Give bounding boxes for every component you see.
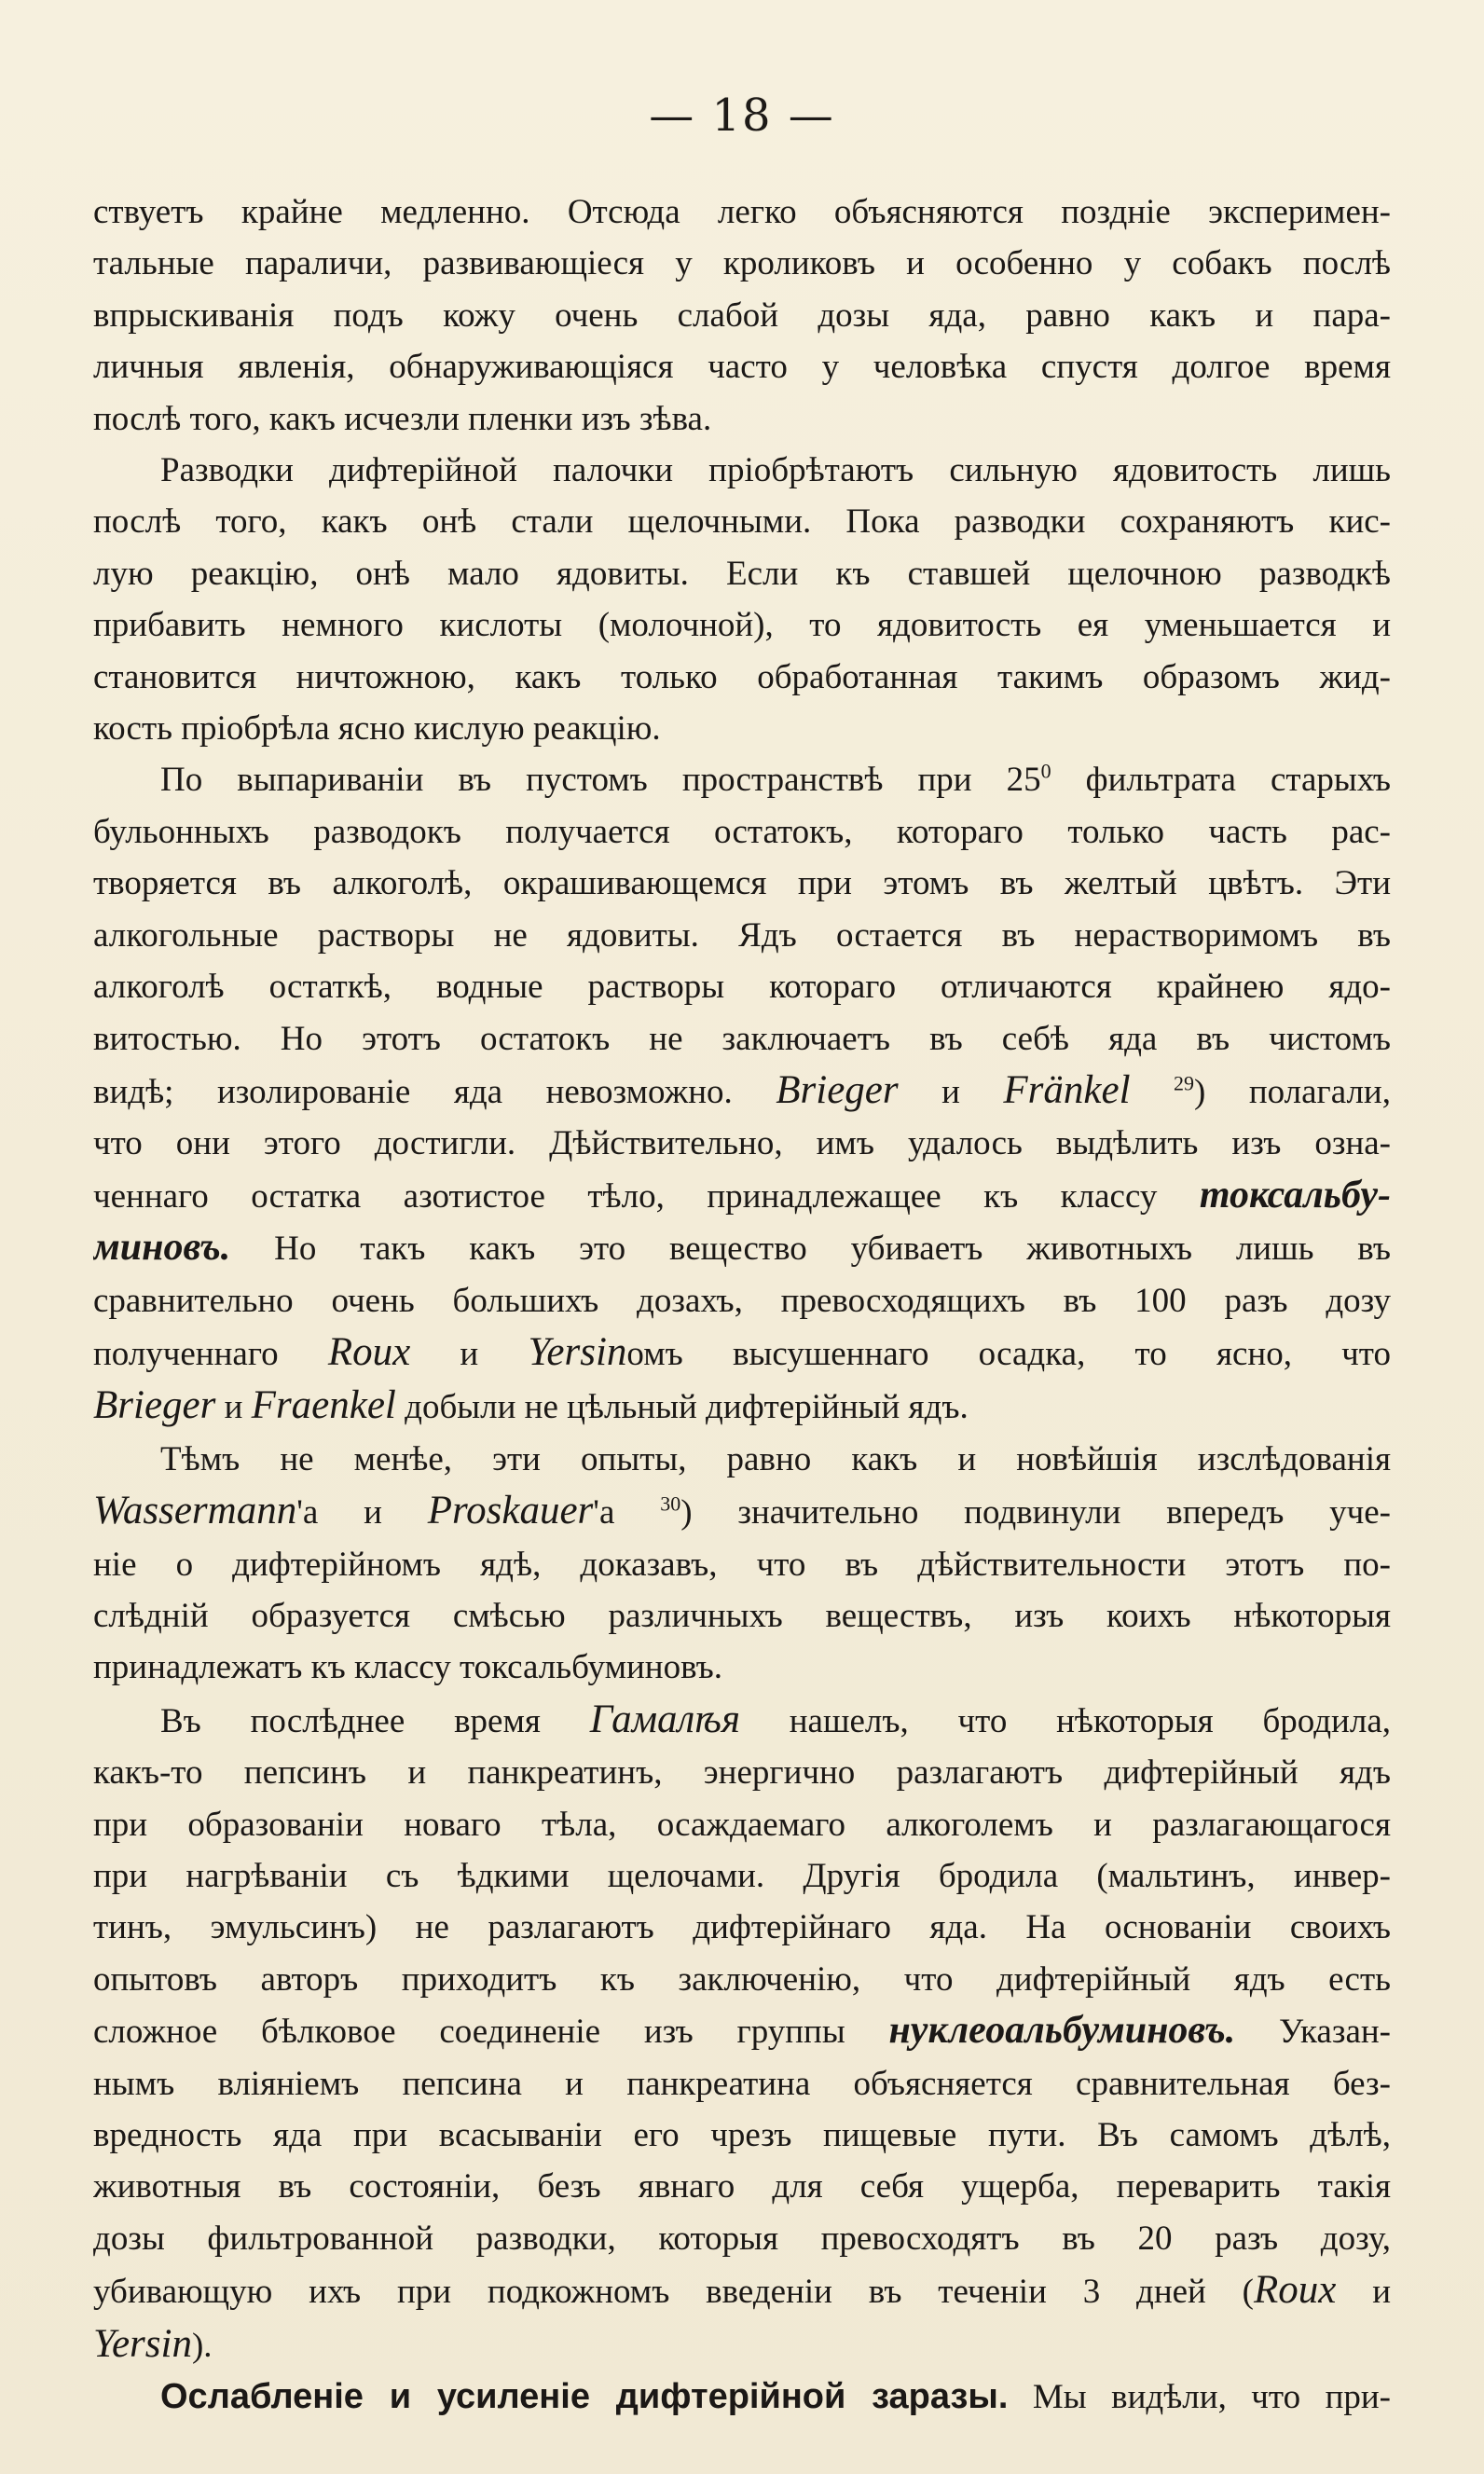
text-run: полученнаго — [93, 1334, 328, 1373]
text-run: добыли не цѣльный дифтерійный ядъ. — [395, 1388, 969, 1427]
text-line: бульонныхъ разводокъ получается остатокъ, котораго только часть рас- — [93, 812, 1391, 851]
author-name-gamaleya: Гамалѣя — [589, 1697, 740, 1741]
text-run: и — [410, 1334, 529, 1373]
text-run — [1131, 1073, 1175, 1111]
text-line: прибавить немного кислоты (молочной), то ядовитость ея уменьшается и — [93, 606, 1391, 645]
author-name-yersin: Yersin — [528, 1329, 627, 1374]
text-line — [93, 1065, 1391, 1118]
text-line: принадлежатъ къ классу токсальбуминовъ. — [93, 1648, 723, 1687]
text-line: дозы фильтрованной разводки, которыя превосходятъ въ 20 разъ дозу, — [93, 2219, 1391, 2258]
text-line — [93, 2264, 1391, 2317]
paragraph-1 — [93, 186, 1391, 445]
text-line — [93, 1380, 1391, 1433]
text-run: видѣ; изолированіе яда невозможно. — [93, 1072, 776, 1111]
text-line: впрыскиванія подъ кожу очень слабой дозы яда, равно какъ и пара- — [93, 296, 1391, 335]
body-text — [93, 186, 1391, 2423]
text-line — [93, 754, 1391, 805]
author-name-wassermann: Wassermann — [93, 1489, 297, 1533]
text-line: нымъ вліяніемъ пепсина и панкреатина объясняется сравнительная без- — [93, 2064, 1391, 2103]
paragraph-3 — [93, 754, 1391, 1433]
text-run: ) значительно подвинули впередъ уче- — [680, 1493, 1391, 1533]
term-nucleoalbumins: нуклеоальбуминовъ. — [888, 2009, 1236, 2053]
author-name-roux: Roux — [327, 1329, 411, 1374]
text-run: и — [215, 1388, 252, 1427]
text-line: животныя въ состояніи, безъ явнаго для себя ущерба, переварить такія — [93, 2167, 1391, 2206]
section-heading: Ослабленіе и усиленіе дифтерійной заразы. — [160, 2377, 1009, 2417]
text-run: ) полагали, — [1194, 1072, 1391, 1111]
text-line: тальные параличи, развивающіеся у кроликовъ и особенно у собакъ послѣ — [93, 244, 1391, 283]
text-line: какъ-то пепсинъ и панкреатинъ, энергично разлагаютъ дифтерійный ядъ — [93, 1753, 1391, 1793]
text-line: лую реакцію, онѣ мало ядовиты. Если къ ставшей щелочною разводкѣ — [93, 554, 1391, 593]
term-toxalbumins: токсальбу- — [1199, 1173, 1391, 1216]
text-run: Въ послѣднее время — [160, 1701, 590, 1740]
author-name-proskauer: Proskauer — [427, 1489, 594, 1533]
text-run: Но такъ какъ это вещество убиваетъ животныхъ лишь въ — [230, 1230, 1391, 1269]
text-run: омъ высушеннаго осадка, то ясно, что — [626, 1334, 1391, 1373]
text-line — [93, 2371, 1391, 2423]
text-line — [93, 2318, 1391, 2371]
footnote-ref: 29 — [1174, 1071, 1195, 1095]
text-line: слѣдній образуется смѣсью различныхъ веществъ, изъ коихъ нѣкоторыя — [93, 1596, 1391, 1635]
text-line: творяется въ алкоголѣ, окрашивающемся при этомъ въ желтый цвѣтъ. Эти — [93, 864, 1391, 903]
text-line — [93, 1170, 1391, 1222]
text-line: алкоголѣ остаткѣ, водные растворы котораго отличаются крайнею ядо- — [93, 968, 1391, 1007]
author-name-yersin: Yersin — [93, 2321, 192, 2366]
author-name-brieger: Brieger — [93, 1383, 216, 1428]
text-line: ствуетъ крайне медленно. Отсюда легко объясняются поздніе эксперимен- — [93, 193, 1391, 231]
text-run: По выпариваніи въ пустомъ пространствѣ при 25 — [160, 761, 1041, 800]
text-line: при образованіи новаго тѣла, осаждаемаго алкоголемъ и разлагающагося — [93, 1805, 1391, 1844]
text-run: Мы видѣли, что при- — [1008, 2378, 1391, 2417]
author-name-brieger: Brieger — [776, 1067, 899, 1112]
page-number: — 18 — — [649, 89, 835, 142]
text-line — [93, 1485, 1391, 1538]
text-run: нашелъ, что нѣкоторыя бродила, — [739, 1701, 1391, 1740]
text-run: Указан- — [1235, 2013, 1391, 2052]
author-name-fraenkel: Fraenkel — [251, 1383, 396, 1428]
text-line: кость пріобрѣла ясно кислую реакцію. — [93, 709, 661, 749]
text-run: сложное бѣлковое соединеніе изъ группы — [93, 2013, 889, 2052]
footnote-ref: 30 — [660, 1491, 681, 1516]
text-line: послѣ того, какъ исчезли пленки изъ зѣва. — [93, 399, 712, 438]
text-run: 'а и — [296, 1493, 428, 1533]
text-line: Тѣмъ не менѣе, эти опыты, равно какъ и новѣйшія изслѣдованія — [160, 1439, 1391, 1478]
paragraph-4 — [93, 1434, 1391, 1694]
text-line: витостью. Но этотъ остатокъ не заключаетъ въ себѣ яда въ чистомъ — [93, 1019, 1391, 1058]
text-line: становится ничтожною, какъ только обработанная такимъ образомъ жид- — [93, 657, 1391, 696]
paragraph-6 — [93, 2371, 1391, 2423]
text-line: опытовъ авторъ приходитъ къ заключенію, что дифтерійный ядъ есть — [93, 1959, 1391, 1999]
text-line — [93, 1222, 1391, 1274]
text-line: послѣ того, какъ онѣ стали щелочными. Пока разводки сохраняютъ кис- — [93, 502, 1391, 542]
text-line: тинъ, эмульсинъ) не разлагаютъ дифтерійнаго яда. На основаніи своихъ — [93, 1908, 1391, 1947]
paragraph-5 — [93, 1694, 1391, 2371]
text-line — [93, 1694, 1391, 1747]
superscript-degree: 0 — [1040, 760, 1051, 784]
text-run: убивающую ихъ при подкожномъ введеніи въ теченіи 3 дней ( — [93, 2273, 1255, 2312]
text-line: алкогольные растворы не ядовиты. Ядъ остается въ нерастворимомъ въ — [93, 915, 1391, 955]
text-line — [93, 1326, 1391, 1380]
text-run: и — [1336, 2273, 1391, 2312]
text-run: и — [898, 1072, 1004, 1111]
text-line: ніе о дифтерійномъ ядѣ, доказавъ, что въ дѣйствительности этотъ по- — [93, 1545, 1391, 1584]
text-line: вредность яда при всасываніи его чрезъ пищевые пути. Въ самомъ дѣлѣ, — [93, 2116, 1391, 2155]
text-line: при нагрѣваніи съ ѣдкими щелочами. Другія бродила (мальтинъ, инвер- — [93, 1857, 1391, 1895]
text-run: ченнаго остатка азотистое тѣло, принадлежащее къ классу — [93, 1176, 1200, 1216]
text-run: фильтрата старыхъ — [1051, 761, 1391, 800]
text-line: сравнительно очень большихъ дозахъ, превосходящихъ въ 100 разъ дозу — [93, 1281, 1391, 1320]
text-run: ). — [191, 2326, 213, 2365]
author-name-fraenkel: Fränkel — [1003, 1067, 1131, 1112]
text-line: личныя явленія, обнаруживающіяся часто у человѣка спустя долгое время — [93, 348, 1391, 387]
paragraph-2 — [93, 445, 1391, 754]
author-name-roux: Roux — [1254, 2268, 1337, 2313]
text-run: 'а — [593, 1493, 661, 1533]
text-line — [93, 2005, 1391, 2057]
text-line: что они этого достигли. Дѣйствительно, имъ удалось выдѣлить изъ озна- — [93, 1124, 1391, 1163]
text-line: Разводки дифтерійной палочки пріобрѣтаютъ сильную ядовитость лишь — [160, 451, 1391, 490]
term-toxalbumins-end: миновъ. — [93, 1226, 231, 1270]
